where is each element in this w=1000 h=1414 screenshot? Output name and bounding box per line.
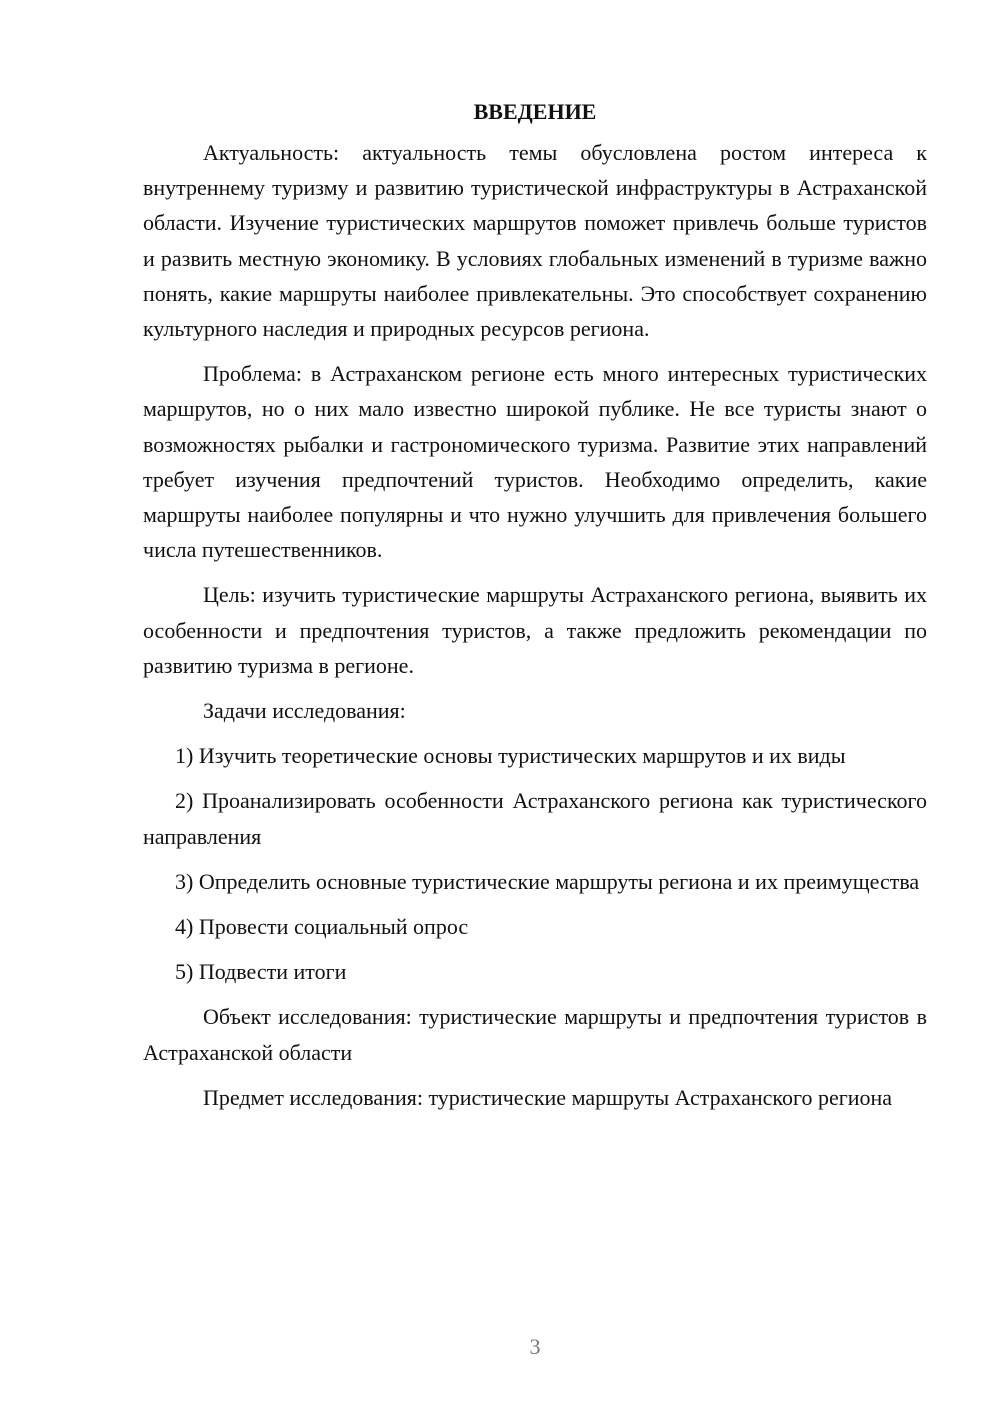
research-object-paragraph: Объект исследования: туристические маршруты и предпочтения туристов в Астраханской области [143,1004,927,1065]
problem-paragraph: Проблема: в Астраханском регионе есть много интересных туристических маршрутов, но о них мало известно широкой публике. Не все туристы знают о возможностях рыбалки и гастрономического туризма. Развитие этих направлений требует изучения предпочтений туристов. Необходимо определить, какие маршруты наиболее популярны и что нужно улучшить для привлечения большего числа путешественников. [143,361,927,563]
tasks-intro: Задачи исследования: [203,698,406,724]
task-item-5: 5) Подвести итоги [175,959,347,985]
task-item-3: 3) Определить основные туристические маршруты региона и их преимущества [175,868,920,894]
task-item-1: 1) Изучить теоретические основы туристических маршрутов и их виды [175,743,846,769]
task-item-2: 2) Проанализировать особенности Астраханского региона как туристического направления [143,788,927,849]
task-item-4: 4) Провести социальный опрос [175,914,469,940]
research-subject-paragraph: Предмет исследования: туристические маршруты Астраханского региона [203,1084,893,1110]
relevance-paragraph: Актуальность: актуальность темы обусловлена ростом интереса к внутреннему туризму и развитию туристической инфраструктуры в Астраханской области. Изучение туристических маршрутов поможет привлечь больше туристов и развить местную экономику. В условиях глобальных изменений в туризме важно понять, какие маршруты наиболее привлекательны. Это способствует сохранению культурного наследия и природных ресурсов региона. [143,140,927,342]
section-heading: ВВЕДЕНИЕ [473,99,597,124]
page-content [143,94,927,1125]
goal-paragraph: Цель: изучить туристические маршруты Астраханского региона, выявить их особенности и предпочтения туристов, а также предложить рекомендации по развитию туризма в регионе. [143,582,927,678]
page-number: 3 [529,1334,541,1359]
